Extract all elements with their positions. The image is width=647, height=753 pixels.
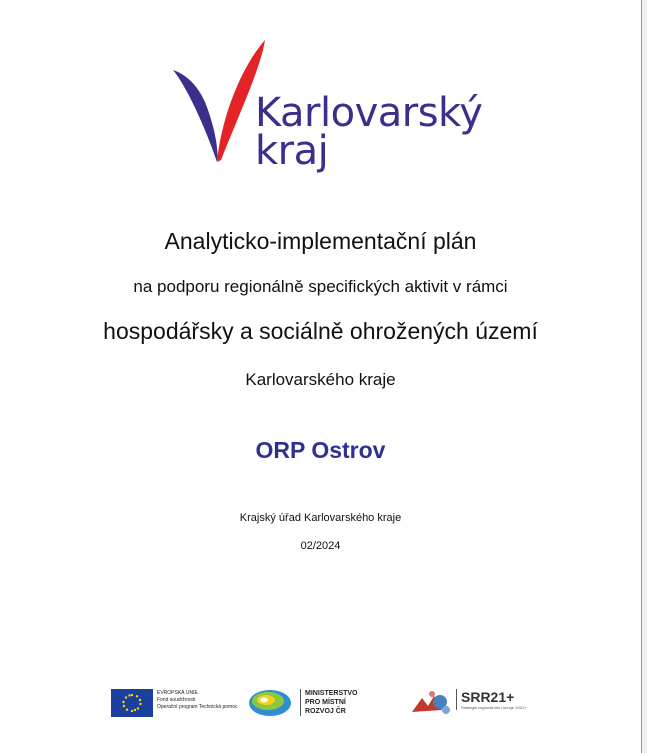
- page-margin: [642, 0, 647, 753]
- eu-line-3: Operační program Technická pomoc: [157, 704, 238, 710]
- title-line-2: na podporu regionálně specifických aktivit v rámci: [133, 277, 508, 296]
- eu-line-2: Fond soudržnosti: [157, 697, 196, 703]
- title-line-4: Karlovarského kraje: [245, 370, 396, 389]
- logo-text: [255, 90, 483, 174]
- orp-name: ORP Ostrov: [255, 437, 386, 463]
- karlovarsky-kraj-logo: [165, 32, 485, 182]
- logo-line-1: Karlovarský: [255, 90, 483, 136]
- srr-title: SRR21+: [461, 689, 515, 705]
- footer-logos: [0, 684, 641, 724]
- logo-line-2: kraj: [255, 128, 329, 174]
- mmr-line-1: MINISTERSTVO: [305, 690, 358, 697]
- title-line-1: Analyticko-implementační plán: [164, 228, 477, 254]
- srr-box: [456, 689, 527, 710]
- srr-subtitle: Strategie regionálního rozvoje 2021+: [461, 705, 527, 710]
- srr-logo-icon: [408, 688, 454, 718]
- document-date: 02/2024: [300, 540, 341, 552]
- mmr-line-2: PRO MÍSTNÍ: [305, 699, 346, 706]
- eu-text: [157, 690, 238, 711]
- mmr-text: [300, 689, 358, 716]
- mmr-line-3: ROZVOJ ČR: [305, 708, 346, 715]
- eu-flag-icon: [111, 689, 153, 717]
- office-name: Krajský úřad Karlovarského kraje: [239, 512, 402, 524]
- title-line-3: hospodářsky a sociálně ohrožených území: [103, 318, 538, 344]
- eu-line-1: EVROPSKÁ UNIE: [157, 690, 198, 696]
- mmr-logo-icon: [248, 688, 294, 718]
